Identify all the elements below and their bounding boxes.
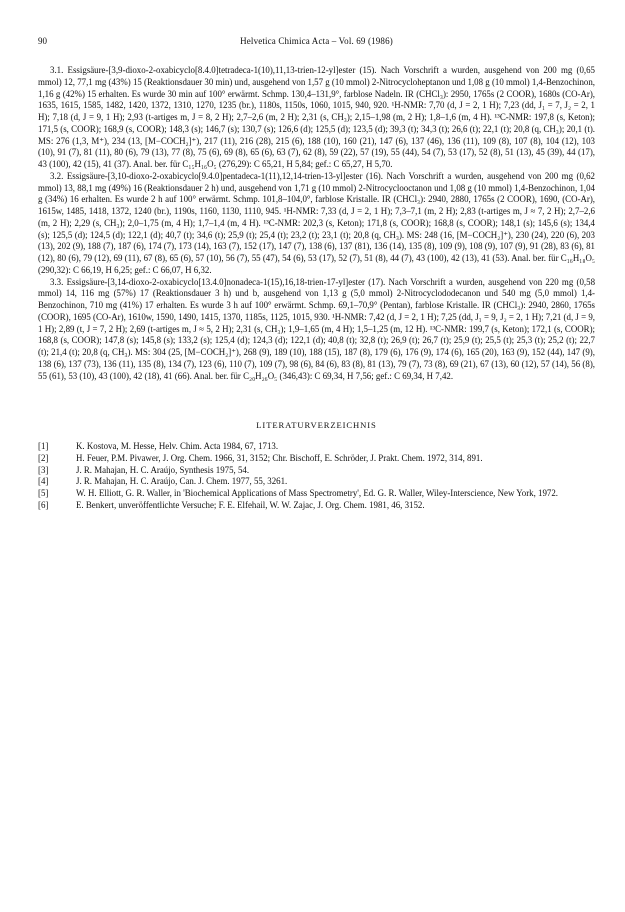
reference-item [38,500,595,512]
experimental-section [38,65,595,382]
reference-number: [4] [38,476,49,487]
paragraph-3-3 [38,277,595,383]
reference-text: J. R. Mahajan, H. C. Araújo, Can. J. Chem. 1977, 55, 3261. [76,476,288,487]
reference-item [38,453,595,465]
reference-number: [1] [38,441,49,451]
running-title: Helvetica Chimica Acta – Vol. 69 (1986) [240,36,393,46]
paragraph-text: Essigsäure-[3,10-dioxo-2-oxabicyclo[9.4.0]pentadeca-1(11),12,14-trien-13-yl]ester (16). Nach Vorschrift a wurden, ausgehend von 200 mg (0,62 mmol) 13, 88,1 mg (49%) 16 (Reaktionsdauer 2 h) und, ausgehend von 1,71 g (10 mmol) 2-Nitrocyclooctanon und 1,08 g (10 mmol) 1,4-Benzochinon, 1,04 g (34%) 16 erhalten. Es wurde 2 h auf 100° erwärmt. Schmp. 101,8–104,0°, farblose Kristalle. IR (CHCl₃): 2940, 2880, 1765s (2 COOR), 1690, (CO-Ar), 1615w, 1485, 1418, 1372, 1240 (br.), 1190s, 1160, 1130, 1110, 945. ¹H-NMR: 7,33 (d, J = 2, 1 H); 7,3–7,1 (m, 2 H); 2,83 (t-artiges m, J ≈ 7, 2 H); 2,7–2,6 (m, 2 H); 2,29 (s, CH₃); 2,0–1,75 (m, 4 H); 1,7–1,4 (m, 4 H). ¹³C-NMR: 202,3 (s, Keton); 171,8 (s, COOR); 168,8 (s, COOR); 148,1 (s); 145,6 (s); 134,4 (s); 125,5 (d); 124,5 (d); 122,1 (d); 40,7 (t); 34,6 (t); 25,9 (t); 25,4 (t); 23,2 (t); 23,1 (t); 20,8 (q, CH₃). MS: 248 (16, [M−COCH₂]⁺), 230 (24), 220 (6), 203 (13), 202 (9), 188 (7), 187 (6), 174 (7), 173 (14), 163 (7), 152 (17), 147 (7), 138 (6), 137 (81), 136 (14), 135 (8), 109 (9), 108 (9), 107 (9), 91 (28), 83 (6), 81 (12), 80 (6), 79 (12), 69 (11), 67 (8), 65 (6), 57 (10), 56 (7), 55 (47), 54 (6), 53 (17), 52 (7), 51 (8), 44 (7), 43 (100), 42 (13), 41 (53). Anal. ber. für C₁₆H₁₈O₅ (290,32): C 66,19, H 6,25; gef.: C 66,07, H 6,32. [38,170,595,275]
reference-item [38,465,595,477]
paragraph-3-1 [38,65,595,171]
paragraph-number: 3.2. [50,170,64,181]
reference-text: K. Kostova, M. Hesse, Helv. Chim. Acta 1984, 67, 1713. [76,441,279,451]
reference-number: [5] [38,488,49,498]
paragraph-number: 3.3. [50,276,64,287]
references-heading: LITERATURVERZEICHNIS [256,420,377,431]
reference-text: H. Feuer, P.M. Pivawer, J. Org. Chem. 1966, 31, 3152; Chr. Bischoff, E. Schröder, J. Prakt. Chem. 1972, 314, 891. [76,452,483,463]
reference-text: W. H. Elliott, G. R. Waller, in 'Biochemical Applications of Mass Spectrometry', Ed. G. R. Waller, Wiley-Interscience, New York, 1972. [76,488,558,498]
page-header [38,36,595,52]
reference-list [38,441,595,512]
reference-item [38,441,595,453]
paragraph-number: 3.1. [50,65,64,75]
paragraph-3-2 [38,171,595,277]
paragraph-text: Essigsäure-[3,14-dioxo-2-oxabicyclo[13.4.0]nonadeca-1(15),16,18-trien-17-yl]ester (17). Nach Vorschrift a wurden, ausgehend von 220 mg (0,58 mmol) 14, 116 mg (57%) 17 (Reaktionsdauer 3 h) und b, ausgehend von 1,13 g (5,0 mmol) 2-Nitrocyclododecanon und 540 mg (5,0 mmol) 1,4-Benzochinon, 710 mg (41%) 17 erhalten. Es wurde 3 h auf 100° erwärmt. Schmp. 69,1–70,9° (Pentan), farblose Kristalle. IR (CHCl₃): 2940, 2860, 1765s (COOR), 1695 (CO-Ar), 1610w, 1590, 1490, 1415, 1370, 1185s, 1125, 1015, 930. ¹H-NMR: 7,42 (d, J = 2, 1 H); 7,25 (dd, J₁ = 9, J₂ = 2, 1 H); 7,21 (d, J = 9, 1 H); 2,89 (t, J = 7, 2 H); 2,69 (t-artiges m, J ≈ 5, 2 H); 2,31 (s, CH₃); 1,9–1,65 (m, 4 H); 1,5–1,25 (m, 12 H). ¹³C-NMR: 199,7 (s, Keton); 172,1 (s, COOR); 168,8 (s, COOR); 147,8 (s); 145,8 (s); 133,2 (s); 125,4 (d); 124,3 (d); 122,1 (d); 40,8 (t); 32,8 (t); 26,9 (t); 26,7 (t); 25,9 (t); 25,5 (t); 25,3 (t); 25,2 (t); 22,7 (t); 21,4 (t); 20,8 (q, CH₃). MS: 304 (25, [M−COCH₂]⁺), 268 (9), 189 (10), 188 (15), 187 (8), 179 (6), 176 (9), 174 (6), 165 (20), 163 (9), 152 (44), 147 (9), 138 (6), 137 (73), 136 (11), 135 (8), 134 (7), 123 (6), 110 (7), 109 (7), 98 (6), 84 (6), 83 (8), 81 (13), 79 (7), 73 (8), 69 (21), 67 (13), 60 (12), 57 (14), 56 (8), 55 (61), 53 (10), 43 (100), 42 (18), 41 (66). Anal. ber. für C₂₀H₂₆O₅ (346,43): C 69,34, H 7,56; gef.: C 69,34, H 7,42. [38,276,596,381]
reference-text: E. Benkert, unveröffentlichte Versuche; F. E. Elfehail, W. W. Zajac, J. Org. Chem. 1981, 46, 3152. [76,499,425,510]
reference-item [38,476,595,488]
reference-number: [3] [38,464,49,475]
reference-number: [2] [38,452,49,463]
reference-text: J. R. Mahajan, H. C. Araújo, Synthesis 1975, 54. [76,464,250,475]
reference-number: [6] [38,499,49,510]
reference-item [38,488,595,500]
page-number: 90 [38,36,47,46]
paragraph-text: Essigsäure-[3,9-dioxo-2-oxabicyclo[8.4.0]tetradeca-1(10),11,13-trien-12-yl]ester (15). Nach Vorschrift a wurden, ausgehend von 200 mg (0,65 mmol) 12, 77,1 mg (43%) 15 (Reaktionsdauer 30 min) und, ausgehend von 1,57 g (10 mmol) 2-Nitrocycloheptanon und 1,08 g (10 mmol) 1,4-Benzochinon, 1,16 g (42%) 15 erhalten. Es wurde 30 min auf 100° erwärmt. Schmp. 130,4–131,9°, farblose Nadeln. IR (CHCl₃): 2950, 1765s (2 COOR), 1680s (CO-Ar), 1635, 1615, 1585, 1482, 1420, 1372, 1310, 1270, 1235 (br.), 1180s, 1150s, 1060, 1015, 940, 920. ¹H-NMR: 7,70 (d, J = 2, 1 H); 7,23 (dd, J₁ = 7, J₂ = 2, 1 H); 7,18 (d, J = 9, 1 H); 2,93 (t-artiges m, J = 8, 2 H); 2,7–2,6 (m, 2 H); 2,31 (s, CH₃); 2,15–1,98 (m, 2 H); 1,8–1,6 (m, 4 H). ¹³C-NMR: 197,8 (s, Keton); 171,5 (s, COOR); 168,9 (s, COOR); 148,3 (s); 146,7 (s); 130,7 (s); 126,6 (d); 125,5 (d); 123,5 (d); 39,3 (t); 34,3 (t); 26,6 (t); 22,1 (t); 20,8 (q, CH₃); 20,1 (t). MS: 276 (1,3, M⁺), 234 (13, [M−COCH₂]⁺), 217 (11), 216 (28), 215 (6), 188 (10), 160 (21), 147 (6), 137 (46), 136 (11), 109 (8), 107 (8), 104 (12), 103 (10), 91 (7), 81 (11), 80 (6), 79 (13), 77 (8), 75 (6), 69 (8), 65 (6), 63 (7), 62 (8), 59 (22), 57 (19), 55 (44), 54 (7), 53 (17), 52 (8), 51 (13), 45 (39), 44 (17), 43 (100), 42 (15), 41 (37). Anal. ber. für C₁₅H₁₆O₅ (276,29): C 65,21, H 5,84; gef.: C 65,27, H 5,70. [38,65,595,169]
